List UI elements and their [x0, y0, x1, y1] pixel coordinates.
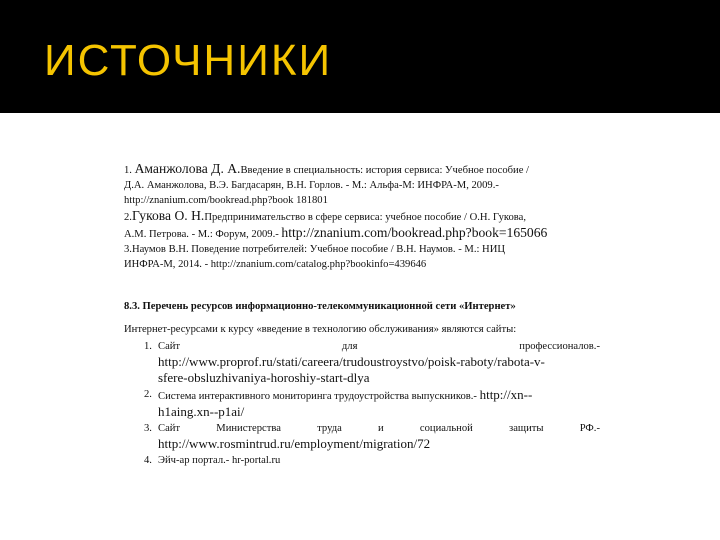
- resource-1-number: 1.: [144, 341, 152, 352]
- reference-2-line-2: [124, 225, 600, 242]
- resource-3-word: РФ.-: [579, 423, 600, 434]
- resource-1-label: [158, 339, 600, 354]
- resource-1-word: Сайт: [158, 341, 181, 352]
- reference-2-text: Предпринимательство в сфере сервиса: учебное пособие / О.Н. Гукова,: [204, 212, 526, 223]
- reference-3-line-2: ИНФРА-М, 2014. - http://znanium.com/catalog.php?bookinfo=439646: [124, 259, 427, 270]
- slide-title: ИСТОЧНИКИ: [44, 36, 333, 85]
- resource-3-word: Сайт: [158, 423, 181, 434]
- section-heading: 8.3. Перечень ресурсов информационно-телекоммуникационной сети «Интернет»: [124, 301, 516, 312]
- resource-3-word: труда: [317, 423, 342, 434]
- resource-item-2: [124, 387, 600, 420]
- resource-3-word: и: [378, 423, 384, 434]
- resource-1-link[interactable]: http://www.proprof.ru/stati/careera/trudoustroystvo/poisk-raboty/rabota-v-: [158, 354, 545, 369]
- reference-3-number: 3.: [124, 244, 132, 255]
- resource-3-word: социальной: [419, 423, 473, 434]
- resource-list: [124, 339, 600, 468]
- resource-1-word: профессионалов.-: [519, 341, 600, 352]
- resource-3-link[interactable]: http://www.rosmintrud.ru/employment/migration/72: [158, 436, 431, 451]
- section-intro: Интернет-ресурсами к курсу «введение в технологию обслуживания» являются сайты:: [124, 324, 517, 335]
- resource-1-word: для: [341, 341, 358, 352]
- resource-3-label: [158, 421, 600, 436]
- reference-1-author: Аманжолова Д. А.: [134, 161, 241, 176]
- reference-1-line-1: [124, 161, 600, 178]
- reference-1-link[interactable]: http://znanium.com/bookread.php?book 181801: [124, 195, 328, 206]
- resource-item-1: [124, 339, 600, 386]
- reference-3-line-1: [124, 242, 600, 257]
- resource-2-text: Система интерактивного мониторинга трудоустройства выпускников.-: [158, 391, 480, 402]
- reference-1-line-2: Д.А. Аманжолова, В.Э. Багдасарян, В.Н. Горлов. - М.: Альфа-М: ИНФРА-М, 2009.-: [124, 180, 499, 191]
- reference-2-author: Гукова О. Н.: [131, 208, 205, 223]
- reference-3-text: Наумов В.Н. Поведение потребителей: Учебное пособие / В.Н. Наумов. - М.: НИЦ: [131, 244, 506, 255]
- resource-3-word: Министерства: [216, 423, 281, 434]
- resource-2-link-cont[interactable]: h1aing.xn--p1ai/: [158, 404, 245, 419]
- reference-1-text: Введение в специальность: история сервиса: Учебное пособие /: [240, 165, 529, 176]
- resource-1-link-cont[interactable]: sfere-obsluzhivaniya-horoshiy-start-dlya: [158, 370, 370, 385]
- resource-2-link[interactable]: http://xn--: [479, 387, 533, 402]
- resource-item-4: [124, 453, 600, 468]
- resource-3-number: 3.: [144, 423, 152, 434]
- resource-2-number: 2.: [144, 389, 152, 400]
- resource-4-number: 4.: [144, 455, 152, 466]
- resource-2-line: [158, 387, 600, 404]
- internet-resources-section: [124, 299, 600, 469]
- reference-2-link[interactable]: http://znanium.com/bookread.php?book=165066: [281, 225, 548, 240]
- resource-3-word: защиты: [509, 423, 544, 434]
- reference-2-publisher: А.М. Петрова. - М.: Форум, 2009.-: [124, 229, 282, 240]
- resource-4-text: Эйч-ар портал.- hr-portal.ru: [158, 455, 281, 466]
- reference-list: [124, 161, 600, 272]
- reference-2-line-1: [124, 208, 600, 225]
- reference-2-number: 2.: [124, 212, 132, 223]
- resource-item-3: [124, 421, 600, 452]
- reference-1-number: 1.: [124, 165, 132, 176]
- content-panel: [0, 113, 720, 540]
